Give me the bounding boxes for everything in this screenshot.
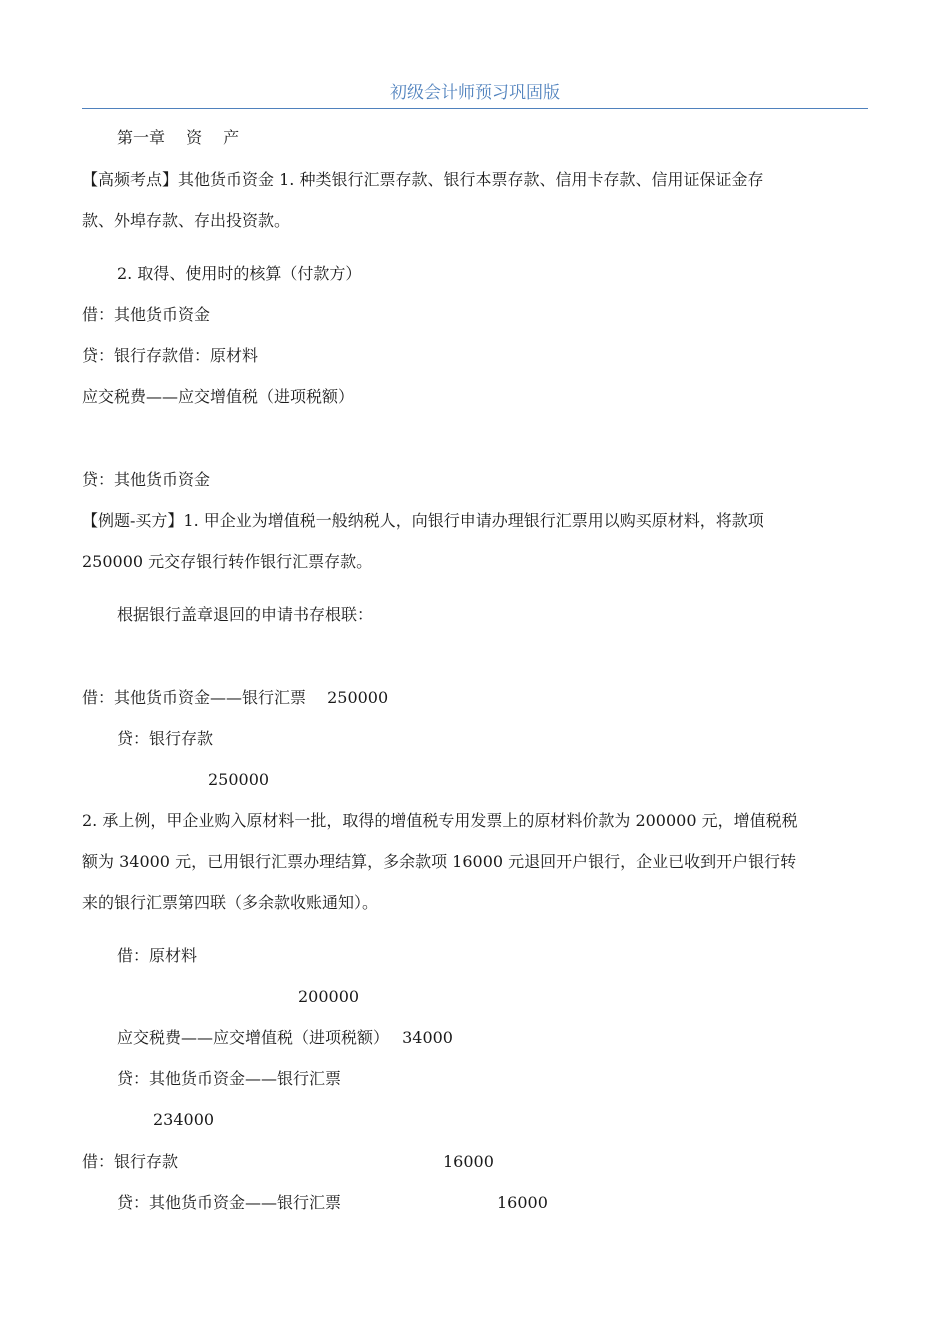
text-line: 应交税费——应交增值税（进项税额） <box>82 387 355 406</box>
text-line: 贷：其他货币资金——银行汇票 <box>117 1069 342 1088</box>
text-line: 【高频考点】其他货币资金 1. 种类银行汇票存款、银行本票存款、信用卡存款、信用证保证金存 <box>82 170 764 189</box>
page-header <box>82 82 868 109</box>
text-line: 贷：其他货币资金——银行汇票 <box>117 1193 342 1212</box>
text-line: 贷：银行存款 <box>117 729 214 748</box>
text-line: 2. 承上例，甲企业购入原材料一批，取得的增值税专用发票上的原材料价款为 200000 元，增值税税 <box>82 811 798 830</box>
chapter-heading: 第一章 资 产 <box>117 128 240 147</box>
text-line: 额为 34000 元，已用银行汇票办理结算，多余款项 16000 元退回开户银行，企业已收到开户银行转 <box>82 852 797 871</box>
text-line: 应交税费——应交增值税（进项税额） 34000 <box>117 1028 453 1047</box>
text-line: 借：银行存款 <box>82 1152 179 1171</box>
amount: 200000 <box>298 987 360 1006</box>
text-line: 2. 取得、使用时的核算（付款方） <box>117 264 362 283</box>
text-line: 贷：银行存款借：原材料 <box>82 346 259 365</box>
text-line: 来的银行汇票第四联（多余款收账通知）。 <box>82 893 379 912</box>
amount: 234000 <box>153 1110 215 1129</box>
amount: 16000 <box>443 1152 494 1171</box>
text-line: 借：原材料 <box>117 946 198 965</box>
text-line: 250000 元交存银行转作银行汇票存款。 <box>82 552 373 571</box>
amount: 250000 <box>208 770 270 789</box>
text-line: 【例题-买方】1. 甲企业为增值税一般纳税人，向银行申请办理银行汇票用以购买原材料，将款项 <box>82 511 764 530</box>
text-line: 借：其他货币资金——银行汇票 250000 <box>82 688 389 707</box>
header-title: 初级会计师预习巩固版 <box>390 83 560 103</box>
amount: 16000 <box>497 1193 548 1212</box>
text-line: 贷：其他货币资金 <box>82 470 211 489</box>
text-line: 根据银行盖章退回的申请书存根联： <box>117 605 374 624</box>
text-line: 借：其他货币资金 <box>82 305 211 324</box>
text-line: 款、外埠存款、存出投资款。 <box>82 211 291 230</box>
